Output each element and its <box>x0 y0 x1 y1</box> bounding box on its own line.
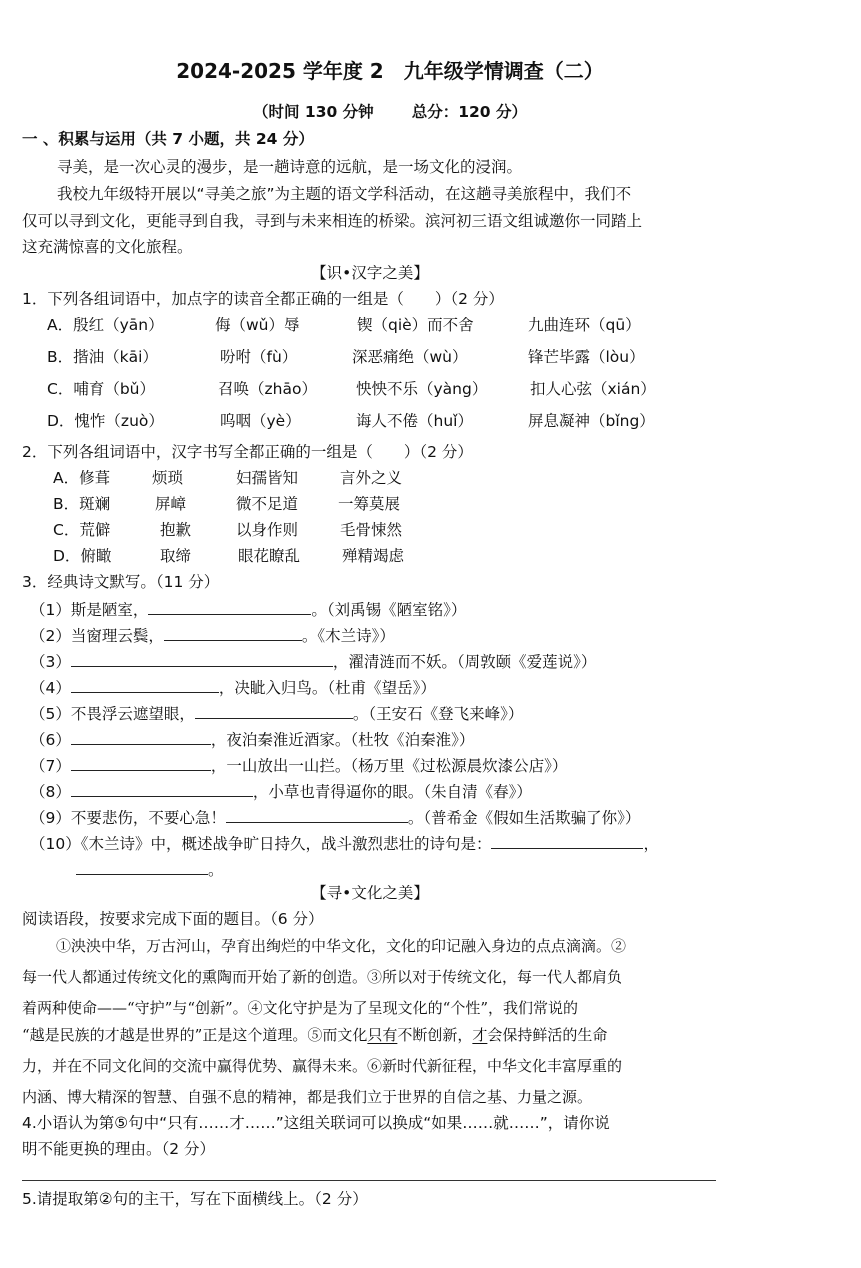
answer-blank[interactable] <box>491 831 643 849</box>
underlined-conjunction: 才 <box>472 1026 488 1044</box>
q2-option-c-word: 毛骨悚然 <box>340 521 403 539</box>
q1-stem: 1．下列各组词语中，加点字的读音全都正确的一组是（ ）（2 分） <box>22 290 504 308</box>
q1-option-b: B．揩油（kāi） <box>47 348 158 366</box>
passage-line: 每一代人都通过传统文化的熏陶而开始了新的创造。③所以对于传统文化，每一代人都肩负 <box>22 968 623 986</box>
exam-title: 2024-2025 学年度 2 九年级学情调查（二） <box>176 59 604 83</box>
q3-item-6: （6） ，夜泊秦淮近酒家。（杜牧《泊秦淮》） <box>30 727 474 751</box>
exam-subtitle <box>0 101 780 123</box>
q1-option-c-word: 扣人心弦（xián） <box>530 380 656 398</box>
q3-item-9: （9）不要悲伤，不要心急！ 。（普希金《假如生活欺骗了你》） <box>30 805 640 829</box>
q4-stem: 4.小语认为第⑤句中“只有……才……”这组关联词可以换成“如果……就……”，请你说 <box>22 1114 610 1132</box>
section-heading: 一 、积累与运用（共 7 小题，共 24 分） <box>22 130 314 148</box>
q1-option-b-word: 吩咐（fù） <box>220 348 298 366</box>
q3-item-3: （3） ，濯清涟而不妖。（周敦颐《爱莲说》） <box>30 649 596 673</box>
q2-option-c-word: 以身作则 <box>236 521 299 539</box>
intro-line: 仅可以寻到文化，更能寻到自我，寻到与未来相连的桥梁。滨河初三语文组诚邀你一同踏上 <box>22 212 643 230</box>
exam-time: （时间 130 分钟 <box>253 103 374 121</box>
answer-blank[interactable] <box>164 623 302 641</box>
q2-option-a: A．修葺 <box>53 469 111 487</box>
answer-blank[interactable] <box>71 649 333 667</box>
q2-option-b: B．斑斓 <box>53 495 111 513</box>
q1-option-d-word: 屏息凝神（bǐng） <box>528 412 655 430</box>
q4-stem-cont: 明不能更换的理由。（2 分） <box>22 1140 216 1158</box>
answer-blank[interactable] <box>195 701 353 719</box>
q2-option-d-word: 取缔 <box>160 547 192 565</box>
q2-option-c: C．荒僻 <box>53 521 111 539</box>
q1-option-a: A．殷红（yān） <box>47 316 164 334</box>
q1-option-d-word: 诲人不倦（huǐ） <box>356 412 473 430</box>
intro-line: 这充满惊喜的文化旅程。 <box>22 238 193 256</box>
passage-line: “越是民族的才越是世界的”正是这个道理。⑤而文化只有不断创新，才会保持鲜活的生命 <box>22 1026 608 1044</box>
q2-option-b-word: 屏嶂 <box>155 495 187 513</box>
answer-blank[interactable] <box>71 753 211 771</box>
q3-item-10-cont: 。 <box>76 857 224 881</box>
q1-option-d: D．愧怍（zuò） <box>47 412 164 430</box>
q5-stem: 5.请提取第②句的主干，写在下面横线上。（2 分） <box>22 1190 368 1208</box>
passage-line: 着两种使命——“守护”与“创新”。④文化守护是为了呈现文化的“个性”，我们常说的 <box>22 999 579 1017</box>
q2-option-c-word: 抱歉 <box>160 521 192 539</box>
passage-line: ①泱泱中华，万古河山，孕育出绚烂的中华文化，文化的印记融入身边的点点滴滴。② <box>56 937 627 955</box>
intro-line: 寻美，是一次心灵的漫步，是一趟诗意的远航，是一场文化的浸润。 <box>57 158 523 176</box>
underlined-conjunction: 只有 <box>367 1026 398 1044</box>
answer-blank[interactable] <box>148 597 311 615</box>
q3-item-1: （1）斯是陋室， 。（刘禹锡《陋室铭》） <box>30 597 466 621</box>
exam-score: 总分：120 分） <box>411 103 527 121</box>
q2-stem: 2．下列各组词语中，汉字书写全都正确的一组是（ ）（2 分） <box>22 443 473 461</box>
passage-line: 力，并在不同文化间的交流中赢得优势、赢得未来。⑥新时代新征程，中华文化丰富厚重的 <box>22 1057 623 1075</box>
reading-intro: 阅读语段，按要求完成下面的题目。（6 分） <box>22 910 324 928</box>
answer-blank[interactable] <box>71 727 211 745</box>
intro-line: 我校九年级特开展以“寻美之旅”为主题的语文学科活动，在这趟寻美旅程中，我们不 <box>57 185 632 203</box>
q3-item-10: （10）《木兰诗》中，概述战争旷日持久，战斗激烈悲壮的诗句是： ， <box>30 831 659 855</box>
q2-option-a-word: 言外之义 <box>340 469 403 487</box>
answer-line[interactable] <box>22 1180 716 1181</box>
q2-option-d-word: 殚精竭虑 <box>342 547 405 565</box>
q1-option-a-word: 侮（wǔ）辱 <box>215 316 300 334</box>
q2-option-a-word: 烦琐 <box>152 469 184 487</box>
q1-option-c: C．哺育（bǔ） <box>47 380 155 398</box>
q3-item-2: （2）当窗理云鬓， 。《木兰诗》） <box>30 623 395 647</box>
q2-option-a-word: 妇孺皆知 <box>236 469 299 487</box>
q3-item-5: （5）不畏浮云遮望眼， 。（王安石《登飞来峰》） <box>30 701 523 725</box>
q1-option-c-word: 召唤（zhāo） <box>218 380 317 398</box>
q3-item-4: （4） ，决眦入归鸟。（杜甫《望岳》） <box>30 675 436 699</box>
answer-blank[interactable] <box>226 805 408 823</box>
q2-option-d: D．俯瞰 <box>53 547 112 565</box>
q1-option-a-word: 九曲连环（qū） <box>528 316 641 334</box>
q2-option-b-word: 一筹莫展 <box>338 495 401 513</box>
q1-option-c-word: 怏怏不乐（yàng） <box>356 380 488 398</box>
q1-option-d-word: 呜咽（yè） <box>220 412 301 430</box>
q3-stem: 3．经典诗文默写。（11 分） <box>22 573 220 591</box>
q2-option-d-word: 眼花瞭乱 <box>238 547 301 565</box>
q1-option-a-word: 锲（qiè）而不舍 <box>357 316 474 334</box>
q1-option-b-word: 锋芒毕露（lòu） <box>528 348 645 366</box>
part-title-culture: 【寻•文化之美】 <box>311 884 429 902</box>
answer-blank[interactable] <box>71 675 219 693</box>
q3-item-7: （7） ，一山放出一山拦。（杨万里《过松源晨炊漆公店》） <box>30 753 567 777</box>
q3-item-8: （8） ，小草也青得逼你的眼。（朱自清《春》） <box>30 779 532 803</box>
q1-option-b-word: 深恶痛绝（wù） <box>352 348 468 366</box>
answer-blank[interactable] <box>71 779 253 797</box>
q2-option-b-word: 微不足道 <box>236 495 299 513</box>
part-title-hanzi: 【识•汉字之美】 <box>311 264 429 282</box>
answer-blank[interactable] <box>76 857 208 875</box>
passage-line: 内涵、博大精深的智慧、自强不息的精神，都是我们立于世界的自信之基、力量之源。 <box>22 1088 593 1106</box>
